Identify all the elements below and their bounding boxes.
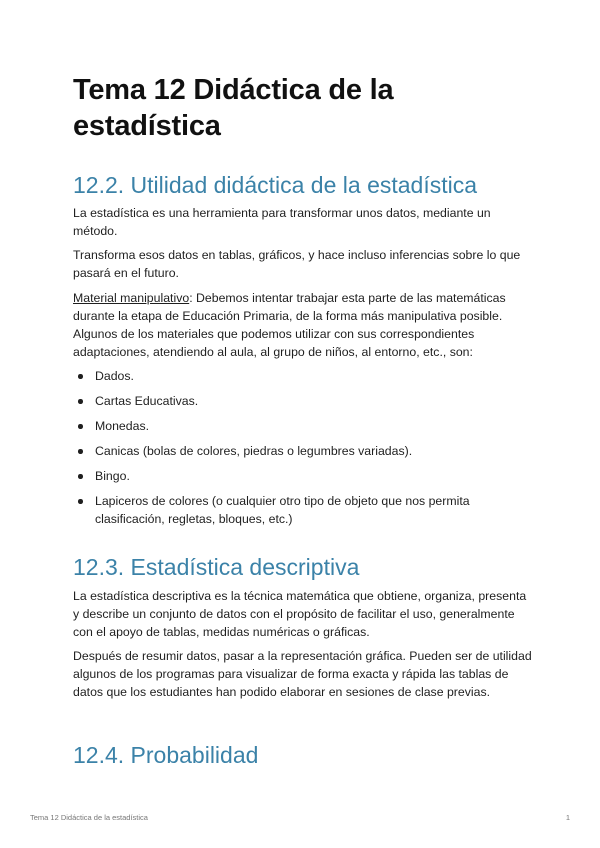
materials-list: [73, 367, 533, 528]
paragraph: La estadística descriptiva es la técnica matemática que obtiene, organiza, presenta y describe un conjunto de datos con el propósito de facilitar el uso, generalmente con el apoyo de tablas, medidas numéricas o gráficas.: [73, 589, 527, 639]
section-heading-12-3: 12.3. Estadística descriptiva: [73, 554, 360, 580]
material-paragraph: [73, 289, 533, 361]
footer-title: Tema 12 Didáctica de la estadística: [30, 813, 148, 822]
paragraph: La estadística es una herramienta para transformar unos datos, mediante un método.: [73, 206, 491, 238]
material-text: : Debemos intentar trabajar esta parte de las matemáticas durante la etapa de Educación Primaria, de la forma más manipulativa posible. Algunos de los materiales que podemos utilizar con sus correspondientes adaptaciones, atendiendo al aula, al grupo de niños, al entorno, etc., son:: [73, 291, 506, 359]
list-item: Dados.: [73, 367, 533, 385]
list-item: Canicas (bolas de colores, piedras o legumbres variadas).: [73, 442, 533, 460]
list-item: Bingo.: [73, 467, 533, 485]
page-number: 1: [565, 813, 570, 822]
paragraph: Transforma esos datos en tablas, gráficos, y hace incluso inferencias sobre lo que pasará en el futuro.: [73, 248, 521, 280]
section-heading-12-4: 12.4. Probabilidad: [73, 742, 259, 768]
list-item: Cartas Educativas.: [73, 392, 533, 410]
material-label: Material manipulativo: [73, 291, 190, 305]
list-item: Lapiceros de colores (o cualquier otro tipo de objeto que nos permita clasificación, regletas, bloques, etc.): [73, 492, 533, 528]
document-title: Tema 12 Didáctica de la estadística: [73, 74, 394, 142]
paragraph: Después de resumir datos, pasar a la representación gráfica. Pueden ser de utilidad algunos de los programas para visualizar de forma exacta y rápida las tablas de datos que los estudiantes han podido elaborar en sesiones de clase previas.: [73, 649, 532, 699]
list-item: Monedas.: [73, 417, 533, 435]
section-heading-12-2: 12.2. Utilidad didáctica de la estadística: [73, 172, 478, 198]
